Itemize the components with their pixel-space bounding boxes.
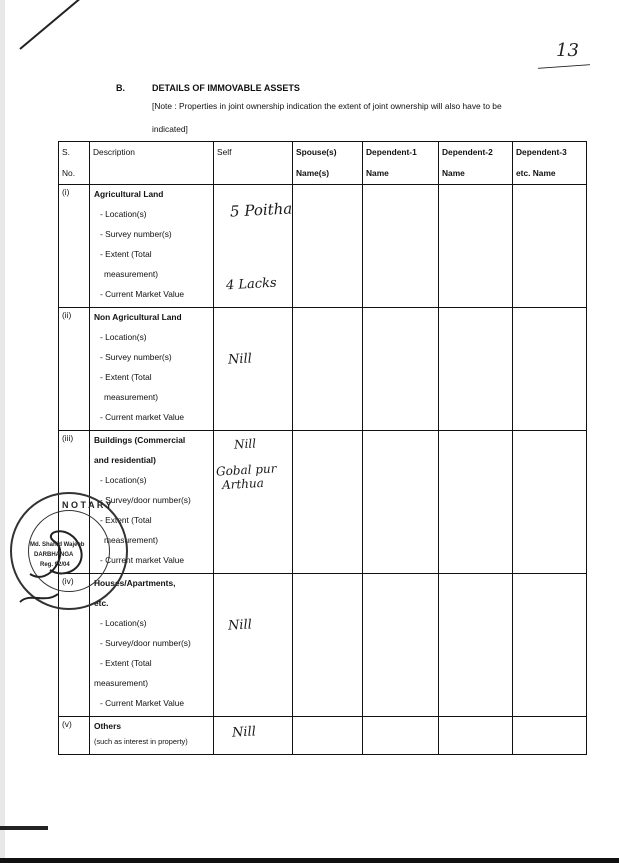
table-header-row [59, 142, 587, 185]
handwritten-entry: Nill [231, 724, 257, 741]
row-sno: (ii) [59, 308, 90, 431]
row-item: - Extent (Total [100, 515, 152, 525]
section-label: B. [116, 83, 125, 93]
row-sno: (i) [59, 185, 90, 308]
handwritten-entry: 4 Lacks [225, 275, 277, 294]
row-item: measurement) [104, 392, 158, 402]
row-dependent-1 [363, 185, 439, 308]
section-note: [Note : Properties in joint ownership indication the extent of joint ownership will also have to be [152, 101, 502, 111]
row-item: - Current Market Value [100, 289, 185, 299]
table-row [59, 431, 587, 574]
table-row [59, 717, 587, 755]
row-item: - Location(s) [100, 618, 147, 628]
row-dependent-3 [513, 717, 587, 755]
row-spouse [293, 717, 363, 755]
notary-stamp [10, 492, 128, 610]
svg-text:DARBHANGA: DARBHANGA [34, 552, 74, 558]
row-title-continued: etc. [94, 598, 109, 608]
table-row [59, 308, 587, 431]
row-item: - Survey/door number(s) [100, 638, 191, 648]
row-item: - Current market Value [100, 555, 185, 565]
scan-bottom-edge [0, 858, 619, 863]
row-item: (such as interest in property) [94, 737, 188, 746]
row-dependent-1 [363, 574, 439, 717]
table-row [59, 185, 587, 308]
row-sno: (iii) [59, 431, 90, 574]
row-title: Non Agricultural Land [94, 312, 182, 322]
section-note-continued: indicated] [152, 124, 188, 134]
header-dependent-2: Dependent-2 Name [439, 142, 513, 185]
row-item: - Extent (Total [100, 372, 152, 382]
row-self [214, 308, 293, 431]
svg-text:N O T A R Y: N O T A R Y [62, 500, 112, 510]
row-item: - Extent (Total [100, 249, 152, 259]
row-self [214, 574, 293, 717]
handwritten-entry: Gobal pur [215, 461, 277, 479]
row-title-continued: and residential) [94, 455, 156, 465]
handwritten-entry: Arthua [221, 475, 265, 493]
row-spouse [293, 431, 363, 574]
row-item: - Survey number(s) [100, 229, 172, 239]
pen-mark [19, 0, 82, 50]
notary-stamp-graphic [10, 492, 128, 610]
svg-text:Reg. 92/04: Reg. 92/04 [40, 562, 70, 568]
immovable-assets-table [58, 141, 587, 755]
row-item: - Survey/door number(s) [100, 495, 191, 505]
row-description [90, 717, 214, 755]
row-dependent-2 [439, 185, 513, 308]
row-item: - Extent (Total [100, 658, 152, 668]
margin-mark [0, 826, 48, 830]
row-self [214, 185, 293, 308]
row-spouse [293, 185, 363, 308]
header-dependent-1: Dependent-1 Name [363, 142, 439, 185]
table-row [59, 574, 587, 717]
row-item: measurement) [104, 269, 158, 279]
row-sno: (iv) [59, 574, 90, 717]
row-sno: (v) [59, 717, 90, 755]
row-item: - Location(s) [100, 332, 147, 342]
row-item: measurement) [94, 678, 148, 688]
row-dependent-1 [363, 717, 439, 755]
row-dependent-2 [439, 308, 513, 431]
row-title: Agricultural Land [94, 189, 164, 199]
header-dependent-3: Dependent-3 etc. Name [513, 142, 587, 185]
page-number: 13 [556, 40, 579, 61]
row-description [90, 185, 214, 308]
scan-edge [0, 0, 5, 863]
row-item: - Location(s) [100, 209, 147, 219]
row-dependent-1 [363, 308, 439, 431]
row-description [90, 308, 214, 431]
row-dependent-1 [363, 431, 439, 574]
row-dependent-3 [513, 308, 587, 431]
header-sno: S. No. [59, 142, 90, 185]
header-spouse: Spouse(s) Name(s) [293, 142, 363, 185]
row-dependent-2 [439, 574, 513, 717]
section-title: DETAILS OF IMMOVABLE ASSETS [152, 83, 300, 93]
row-spouse [293, 308, 363, 431]
row-spouse [293, 574, 363, 717]
row-title: Others [94, 721, 121, 731]
row-dependent-2 [439, 717, 513, 755]
svg-text:Md. Shahid Wajeeb: Md. Shahid Wajeeb [30, 542, 85, 548]
handwritten-entry: Nill [227, 617, 253, 634]
row-item: measurement) [104, 535, 158, 545]
row-title: Buildings (Commercial [94, 435, 186, 445]
row-self [214, 431, 293, 574]
row-dependent-3 [513, 185, 587, 308]
header-self: Self [214, 142, 293, 185]
handwritten-entry: Nill [233, 436, 257, 452]
handwritten-entry: Nill [227, 351, 253, 368]
header-description: Description [90, 142, 214, 185]
row-item: - Location(s) [100, 475, 147, 485]
row-title: Houses/Apartments, [94, 578, 176, 588]
page-number-underline [538, 64, 590, 69]
handwritten-entry: 5 Poitha [229, 199, 293, 221]
row-item: - Current Market Value [100, 698, 185, 708]
row-self [214, 717, 293, 755]
row-dependent-3 [513, 574, 587, 717]
row-dependent-3 [513, 431, 587, 574]
row-item: - Current market Value [100, 412, 185, 422]
row-dependent-2 [439, 431, 513, 574]
row-item: - Survey number(s) [100, 352, 172, 362]
